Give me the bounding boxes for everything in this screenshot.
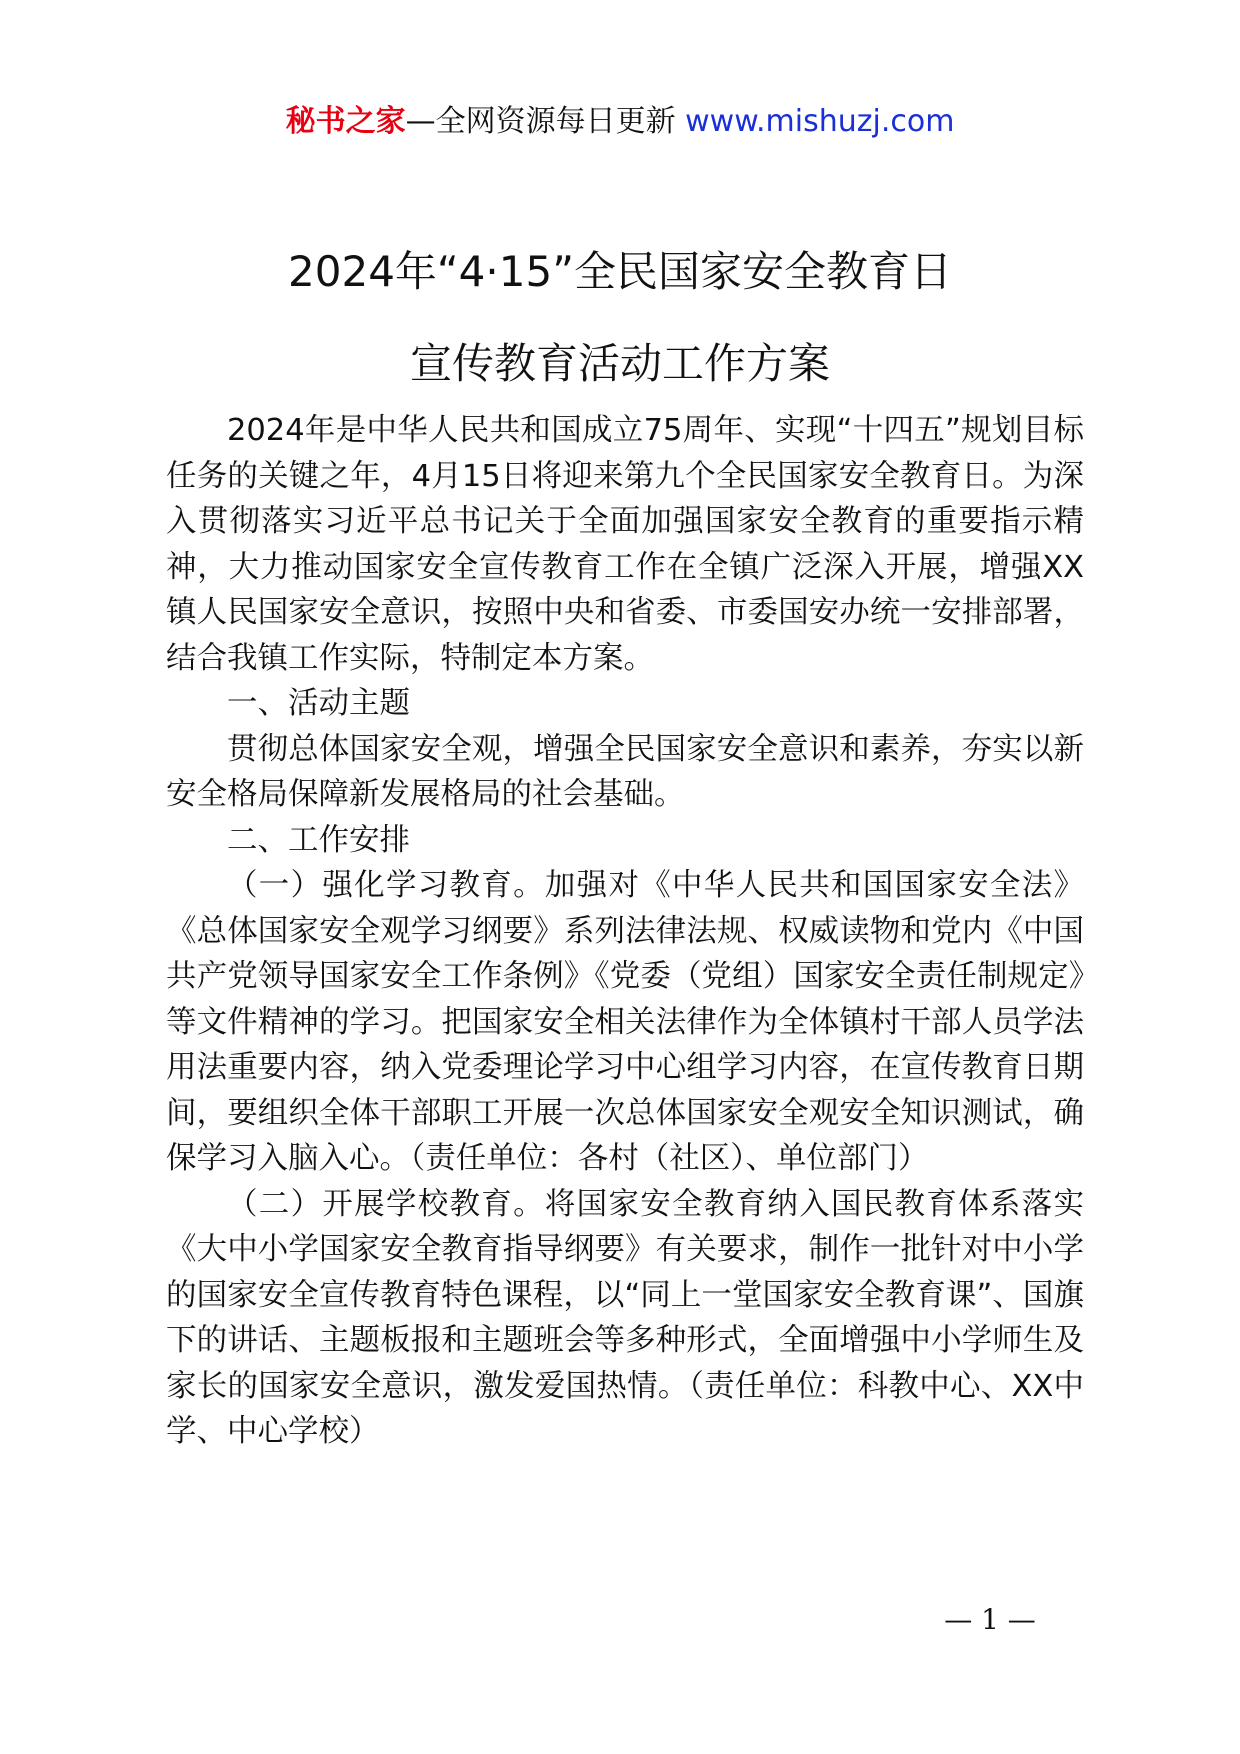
- arrangement-item-1: （一）强化学习教育。加强对《中华人民共和国国家安全法》《总体国家安全观学习纲要》系列法律法规、权威读物和党内《中国共产党领导国家安全工作条例》《党委（党组）国家安全责任制规定》等文件精神的学习。把国家安全相关法律作为全体镇村干部人员学法用法重要内容，纳入党委理论学习中心组学习内容，在宣传教育日期间，要组织全体干部职工开展一次总体国家安全观安全知识测试，确保学习入脑入心。（责任单位：各村（社区）、单位部门）: [166, 868, 1084, 1176]
- theme-paragraph: 贯彻总体国家安全观，增强全民国家安全意识和素养，夯实以新安全格局保障新发展格局的社会基础。: [166, 731, 1084, 812]
- brand-name: 秘书之家: [285, 104, 406, 139]
- site-header: [0, 100, 1240, 144]
- document-title-line-1: 2024年“4·15”全民国家安全教育日: [288, 247, 952, 296]
- header-tagline: —全网资源每日更新: [405, 104, 686, 139]
- site-url-link[interactable]: www.mishuzj.com: [685, 104, 955, 139]
- document-title-line-2: 宣传教育活动工作方案: [409, 339, 830, 388]
- page-number: — 1 —: [944, 1603, 1036, 1636]
- document-body: [166, 408, 1084, 1455]
- arrangement-item-2: （二）开展学校教育。将国家安全教育纳入国民教育体系落实《大中小学国家安全教育指导纲要》有关要求，制作一批针对中小学的国家安全宣传教育特色课程，以“同上一堂国家安全教育课”、国旗下的讲话、主题板报和主题班会等多种形式，全面增强中小学师生及家长的国家安全意识，激发爱国热情。（责任单位：科教中心、XX中学、中心学校）: [166, 1186, 1084, 1449]
- section-heading-arrangement: 二、工作安排: [227, 822, 410, 858]
- section-heading-theme: 一、活动主题: [227, 686, 410, 721]
- intro-paragraph: 2024年是中华人民共和国成立75周年、实现“十四五”规划目标任务的关键之年，4月15日将迎来第九个全民国家安全教育日。为深入贯彻落实习近平总书记关于全面加强国家安全教育的重要指示精神，大力推动国家安全宣传教育工作在全镇广泛深入开展，增强XX镇人民国家安全意识，按照中央和省委、市委国安办统一安排部署，结合我镇工作实际，特制定本方案。: [166, 413, 1084, 676]
